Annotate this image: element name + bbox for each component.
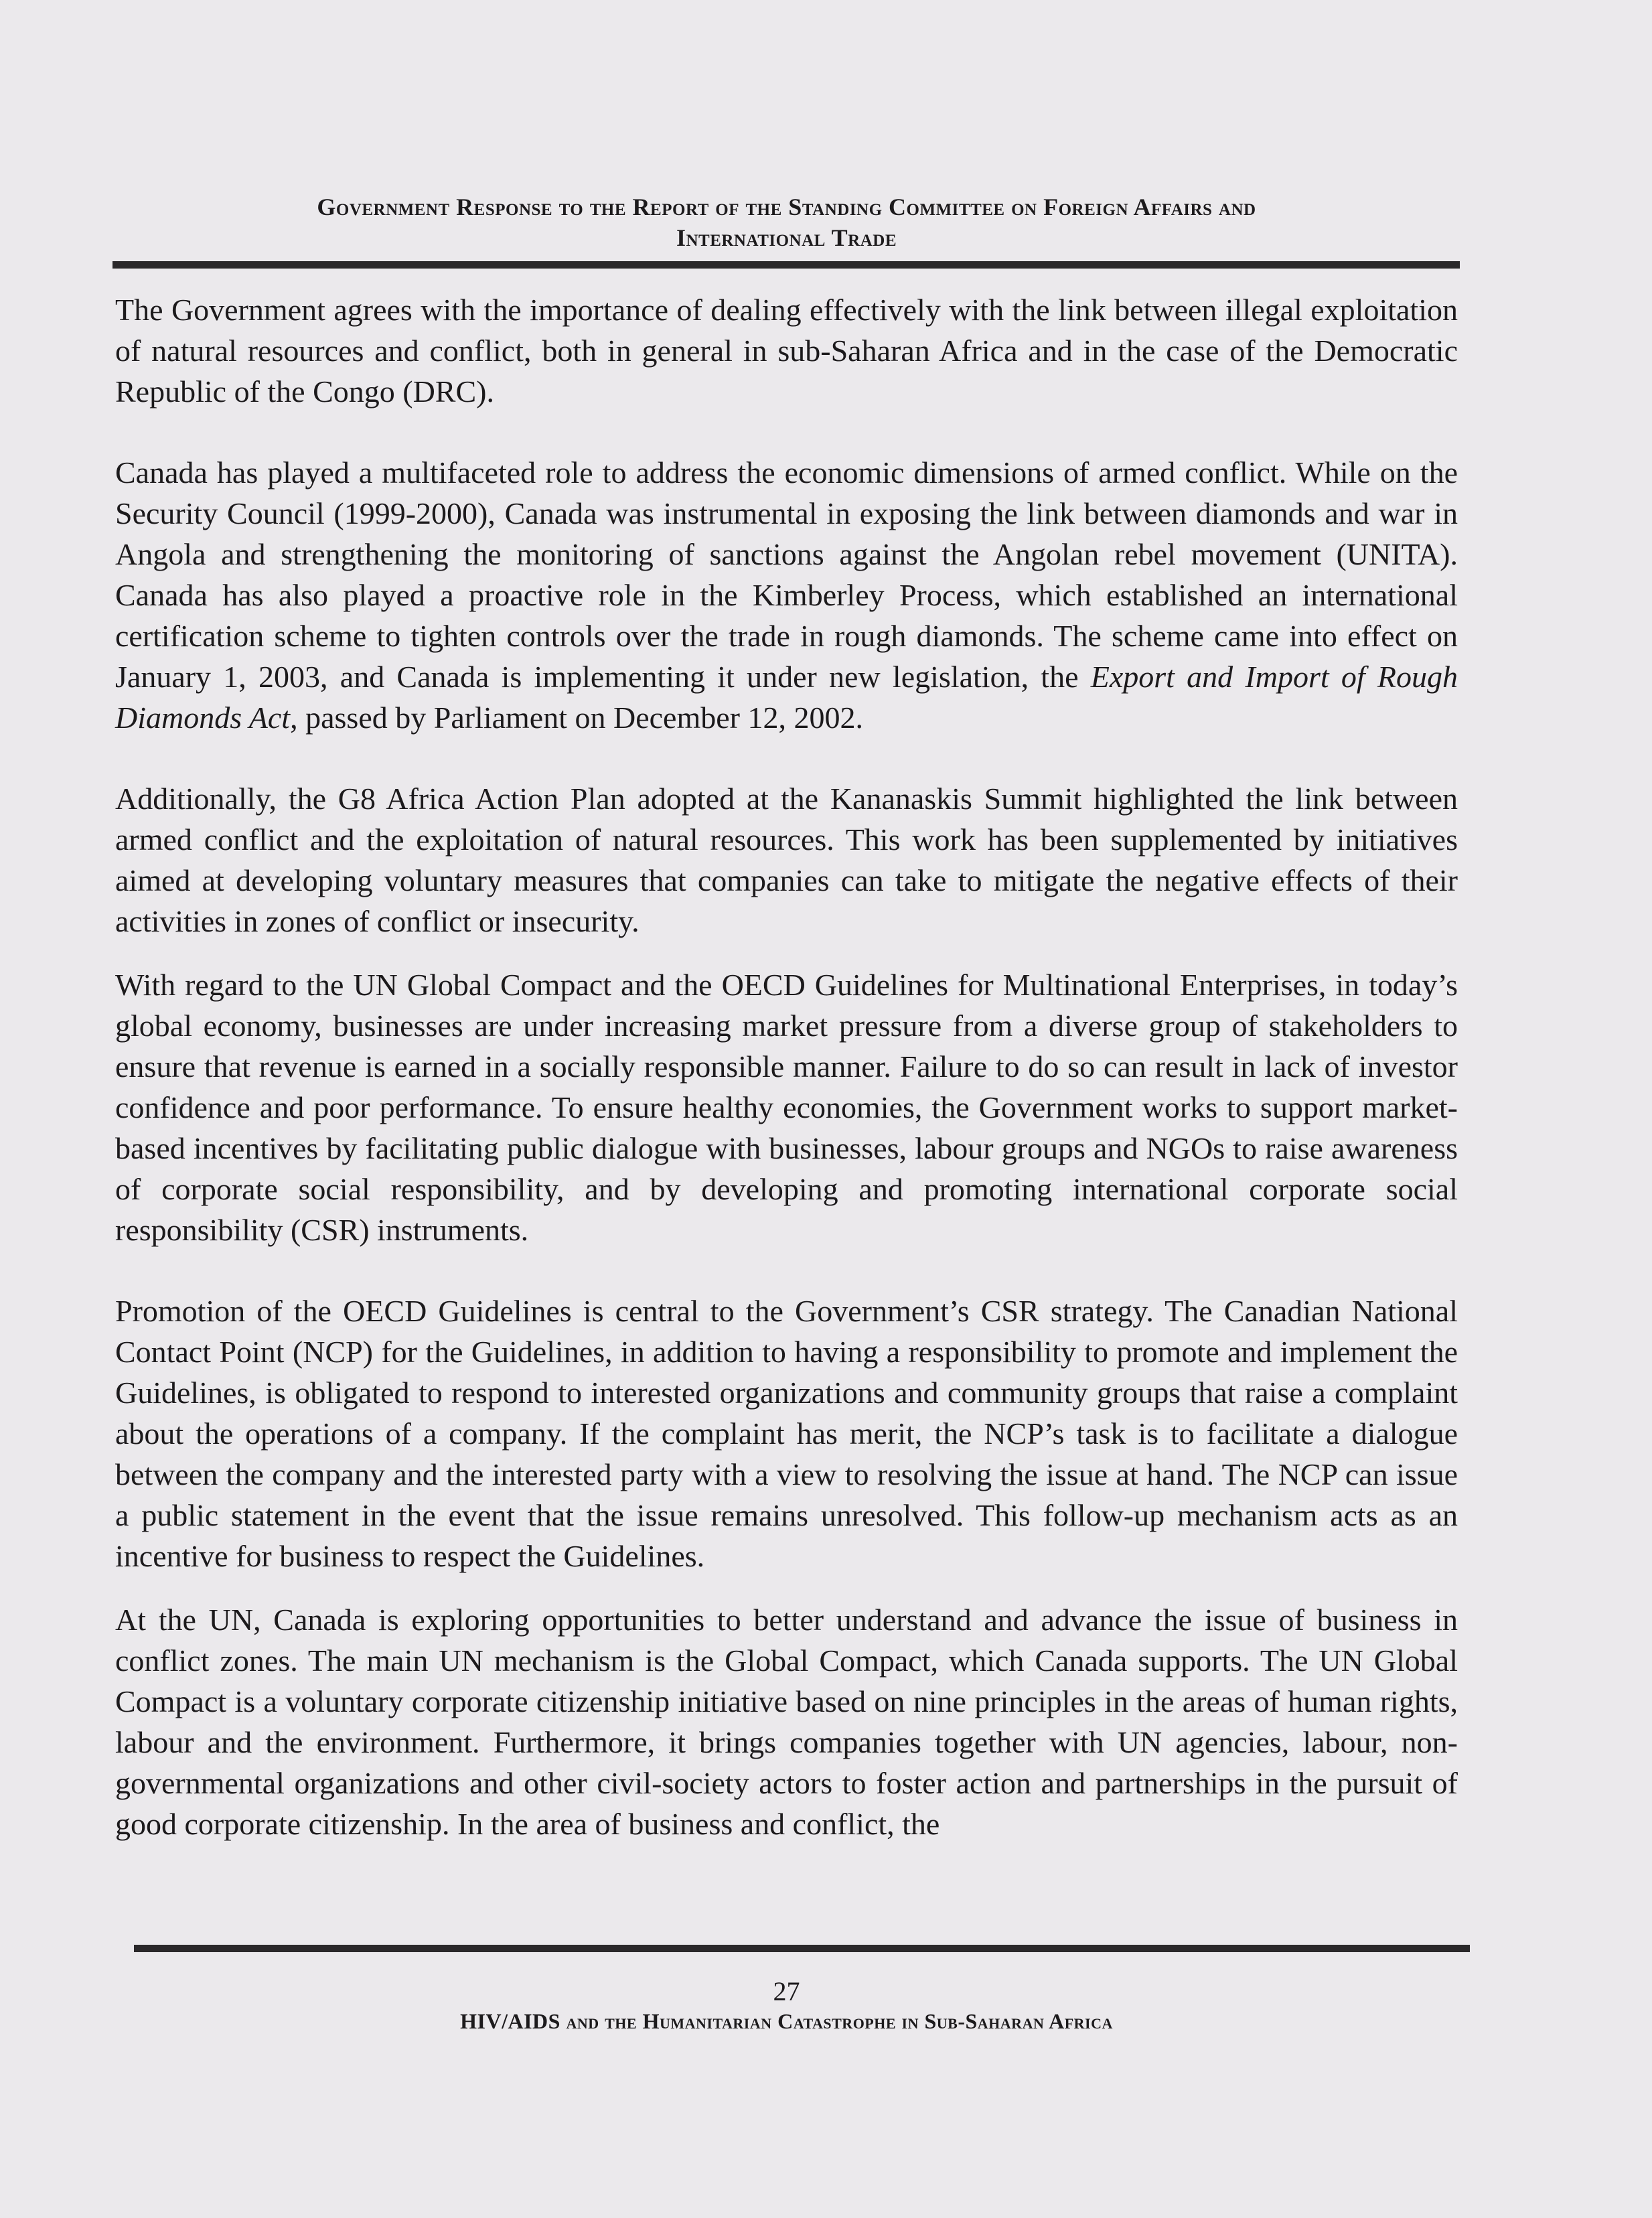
body-text <box>115 289 1458 1884</box>
paragraph-6: At the UN, Canada is exploring opportunities to better understand and advance the issue of business in conflict zones. The main UN mechanism is the Global Compact, which Canada supports. The UN Global Compact is a voluntary corporate citizenship initiative based on nine principles in the areas of human rights, labour and the environment. Furthermore, it brings companies together with UN agencies, labour, non-governmental organizations and other civil-society actors to foster action and partnerships in the pursuit of good corporate citizenship. In the area of business and conflict, the <box>115 1603 1458 1841</box>
header-rule <box>112 261 1460 269</box>
header-title-line-1: Government Response to the Report of the Standing Committee on Foreign Affairs and <box>317 194 1256 220</box>
page-number: 27 <box>773 1976 800 2006</box>
paragraph-2-before: Canada has played a multifaceted role to address the economic dimensions of armed conflict. While on the Security Council (1999-2000), Canada was instrumental in exposing the link between diamonds and war in Angola and strengthening the monitoring of sanctions against the Angolan rebel movement (UNITA). Canada has also played a proactive role in the Kimberley Process, which established an international certification scheme to tighten controls over the trade in rough diamonds. The scheme came into effect on January 1, 2003, and Canada is implementing it under new legislation, the <box>115 455 1458 694</box>
paragraph-2 <box>115 452 1458 738</box>
running-header <box>115 192 1458 253</box>
paragraph-1: The Government agrees with the importance of dealing effectively with the link between illegal exploitation of natural resources and conflict, both in general in sub-Saharan Africa and in the case of the Democratic Republic of the Congo (DRC). <box>115 293 1458 409</box>
running-footer: HIV/AIDS and the Humanitarian Catastrophe in Sub-Saharan Africa <box>460 2009 1113 2033</box>
header-title-line-2: International Trade <box>676 224 897 251</box>
paragraph-3: Additionally, the G8 Africa Action Plan adopted at the Kananaskis Summit highlighted the link between armed conflict and the exploitation of natural resources. This work has been supplemented by initiatives aimed at developing voluntary measures that companies can take to mitigate the negative effects of their activities in zones of conflict or insecurity. <box>115 782 1458 938</box>
paragraph-4: With regard to the UN Global Compact and the OECD Guidelines for Multinational Enterprises, in today’s global economy, businesses are under increasing market pressure from a diverse group of stakeholders to ensure that revenue is earned in a socially responsible manner. Failure to do so can result in lack of investor confidence and poor performance. To ensure healthy economies, the Government works to support market-based incentives by facilitating public dialogue with businesses, labour groups and NGOs to raise awareness of corporate social responsibility, and by developing and promoting international corporate social responsibility (CSR) instruments. <box>115 968 1458 1247</box>
paragraph-2-after: , passed by Parliament on December 12, 2002. <box>290 700 863 735</box>
act-title: Export and Import of Rough Diamonds Act <box>115 660 1458 735</box>
paragraph-5: Promotion of the OECD Guidelines is central to the Government’s CSR strategy. The Canadian National Contact Point (NCP) for the Guidelines, in addition to having a responsibility to promote and implement the Guidelines, is obligated to respond to interested organizations and community groups that raise a complaint about the operations of a company. If the complaint has merit, the NCP’s task is to facilitate a dialogue between the company and the interested party with a view to resolving the issue at hand. The NCP can issue a public statement in the event that the issue remains unresolved. This follow-up mechanism acts as an incentive for business to respect the Guidelines. <box>115 1294 1458 1573</box>
footer-rule <box>134 1945 1470 1952</box>
